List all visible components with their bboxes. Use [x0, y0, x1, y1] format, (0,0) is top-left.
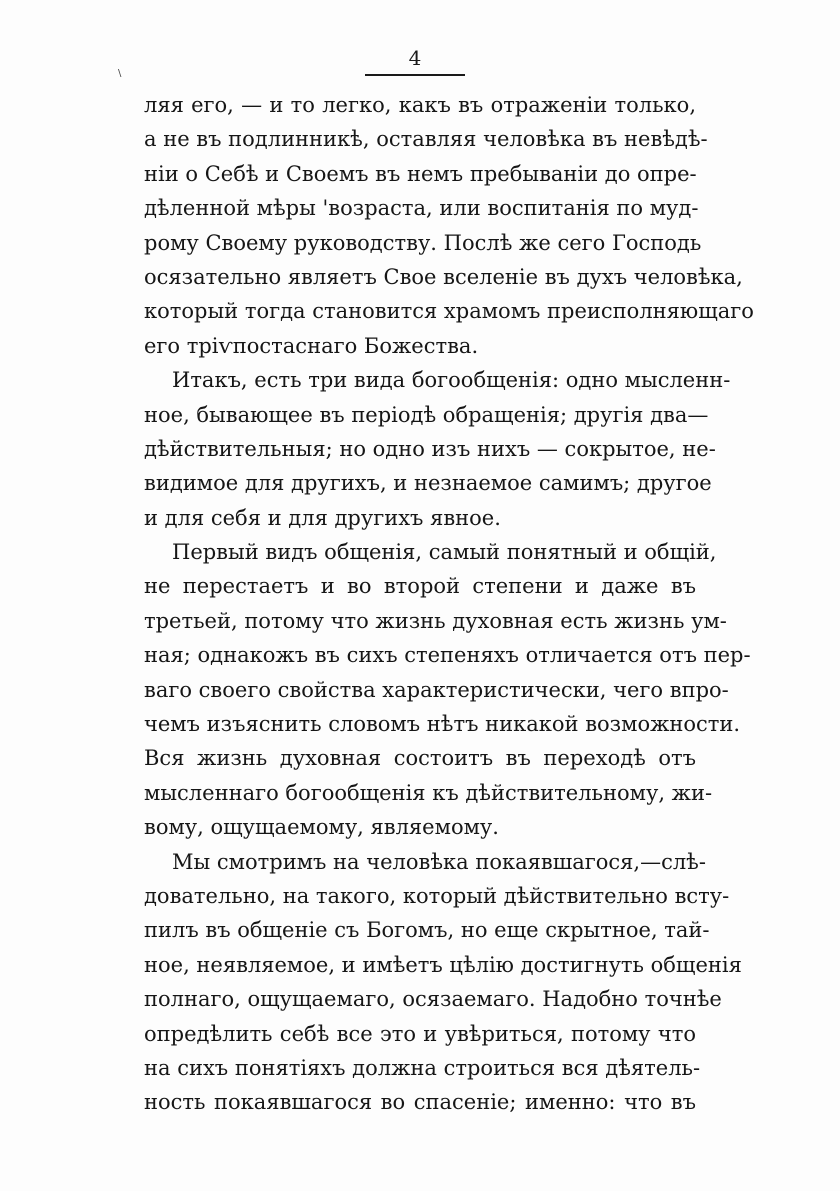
text-line: Мы смотримъ на человѣка покаявшагося,—слѣ- — [172, 849, 706, 874]
text-line: Первый видъ общенія, самый понятный и общій, — [172, 540, 717, 565]
text-line: довательно, на такого, который дѣйствительно всту- — [144, 883, 730, 908]
text-line: ніи о Себѣ и Своемъ въ немъ пребываніи до опре- — [144, 161, 697, 186]
page-header — [360, 46, 470, 76]
text-line: на сихъ понятіяхъ должна строиться вся дѣятель- — [144, 1055, 701, 1080]
text-line: его тріѵпостаснаго Божества. — [144, 333, 479, 358]
text-line: видимое для другихъ, и незнаемое самимъ; другое — [144, 471, 712, 496]
text-line: Итакъ, есть три вида богообщенія: одно мысленн- — [172, 368, 731, 393]
header-rule — [365, 74, 465, 76]
text-line: ная; однакожъ въ сихъ степеняхъ отличается отъ пер- — [144, 643, 751, 668]
text-line: Вся жизнь духовная состоитъ въ переходѣ отъ — [144, 746, 696, 771]
page-number: 4 — [408, 46, 422, 70]
text-line: чемъ изъяснить словомъ нѣтъ никакой возможности. — [144, 712, 741, 737]
text-line: ваго своего свойства характеристически, чего впро- — [144, 677, 729, 702]
body-text — [144, 88, 754, 1120]
text-line: ное, бывающее въ періодѣ обращенія; другія два— — [144, 402, 709, 427]
text-line: который тогда становится храмомъ преисполняющаго — [144, 299, 754, 324]
paragraph — [144, 845, 742, 1120]
text-line: ность покаявшагося во спасеніе; именно: что въ — [144, 1090, 696, 1115]
text-line: опредѣлить себѣ все это и увѣриться, потому что — [144, 1021, 696, 1046]
paragraph — [144, 88, 754, 363]
text-line: третьей, потому что жизнь духовная есть жизнь ум- — [144, 608, 727, 633]
text-line: рому Своему руководству. Послѣ же сего Господь — [144, 230, 702, 255]
text-line: и для себя и для другихъ явное. — [144, 505, 501, 530]
text-line: а не въ подлинникѣ, оставляя человѣка въ невѣдѣ- — [144, 127, 708, 152]
text-line: ное, неявляемое, и имѣетъ цѣлію достигнуть общенія — [144, 952, 742, 977]
text-line: дѣленной мѣры 'возраста, или воспитанія по муд- — [144, 196, 699, 221]
text-line: мысленнаго богообщенія къ дѣйствительному, жи- — [144, 780, 713, 805]
text-line: осязательно являетъ Свое вселеніе въ духъ человѣка, — [144, 264, 743, 289]
paragraph — [144, 363, 731, 535]
text-line: полнаго, ощущаемаго, осязаемаго. Надобно точнѣе — [144, 987, 722, 1012]
text-line: не перестаетъ и во второй степени и даже въ — [144, 574, 696, 599]
text-line: дѣйствительныя; но одно изъ нихъ — сокрытое, не- — [144, 436, 716, 461]
text-line: вому, ощущаемому, являемому. — [144, 815, 499, 840]
paragraph — [144, 535, 751, 845]
text-line: ляя его, — и то легко, какъ въ отраженіи только, — [144, 93, 696, 117]
margin-mark: \ — [118, 68, 122, 79]
text-line: пилъ въ общеніе съ Богомъ, но еще скрытное, тай- — [144, 918, 710, 943]
